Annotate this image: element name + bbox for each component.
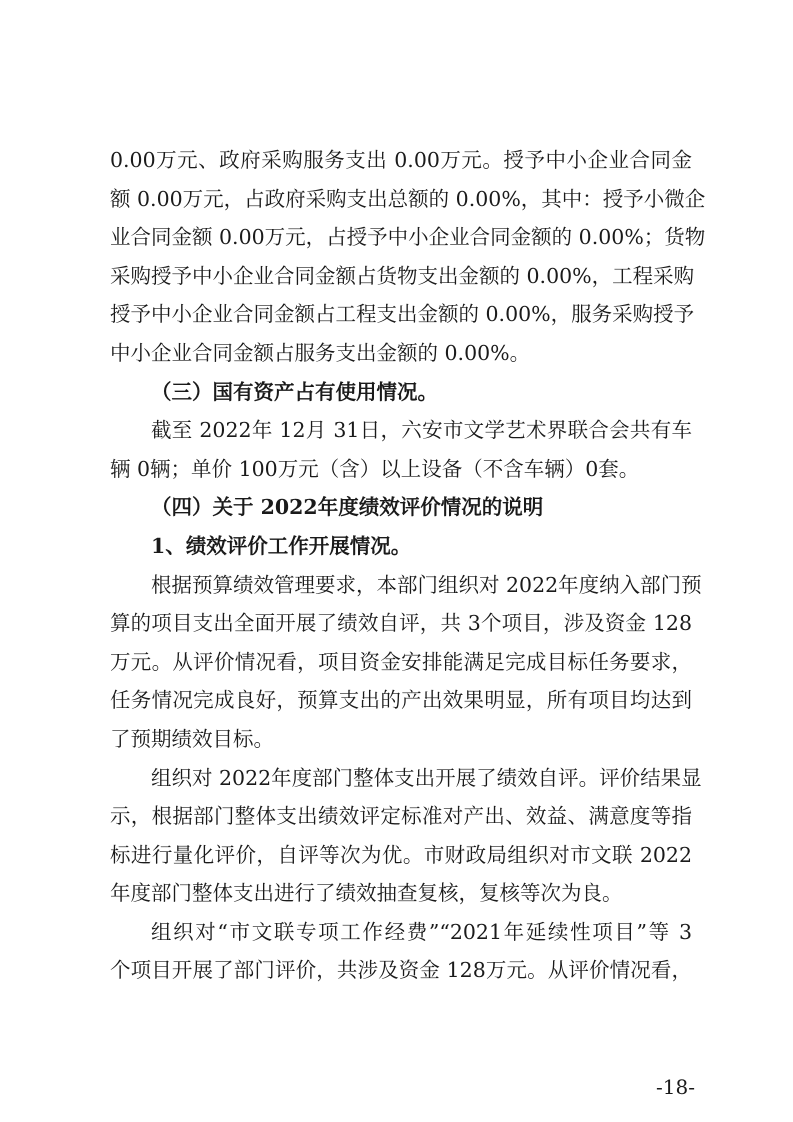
line-text: 授予中小企业合同金额占工程支出金额的 0.00%，服务采购授予 (110, 302, 695, 327)
paragraph-line (110, 566, 702, 605)
paragraph-line (110, 836, 692, 875)
paragraph-line (110, 720, 692, 759)
paragraph-line (110, 759, 702, 798)
line-text: 1、绩效评价工作开展情况。 (151, 533, 412, 558)
line-text: 标进行量化评价，自评等次为优。市财政局组织对市文联 2022 (110, 842, 692, 867)
paragraph-line (110, 797, 692, 836)
line-text: 个项目开展了部门评价，共涉及资金 128万元。从评价情况看， (110, 958, 692, 983)
paragraph-line (110, 180, 706, 219)
line-text: 额 0.00万元，占政府采购支出总额的 0.00%，其中：授予小微企 (110, 186, 706, 211)
paragraph-line (110, 295, 695, 334)
paragraph-line (110, 334, 692, 373)
line-text: 截至 2022年 12月 31日，六安市文学艺术界联合会共有车 (151, 418, 692, 443)
paragraph-line (110, 874, 692, 913)
line-text: 0.00万元、政府采购服务支出 0.00万元。授予中小企业合同金 (110, 148, 692, 172)
section-heading (110, 373, 692, 412)
paragraph-line (110, 604, 692, 643)
line-text: （四）关于 2022年度绩效评价情况的说明 (151, 495, 544, 520)
paragraph-line (110, 218, 706, 257)
section-heading (110, 527, 692, 566)
line-text: 辆 0辆；单价 100万元（含）以上设备（不含车辆）0套。 (110, 456, 640, 481)
section-heading (110, 488, 692, 527)
line-text: 任务情况完成良好，预算支出的产出效果明显，所有项目均达到 (110, 688, 692, 713)
line-text: 算的项目支出全面开展了绩效自评，共 3个项目，涉及资金 128 (110, 611, 692, 636)
line-text: 采购授予中小企业合同金额占货物支出金额的 0.00%，工程采购 (110, 263, 695, 288)
line-text: 了预期绩效目标。 (110, 726, 274, 751)
line-text: 组织对 2022年度部门整体支出开展了绩效自评。评价结果显 (151, 765, 702, 790)
page-number: -18- (656, 1075, 695, 1099)
paragraph-line (110, 257, 695, 296)
line-text: 示，根据部门整体支出绩效评定标准对产出、效益、满意度等指 (110, 804, 692, 829)
line-text: 年度部门整体支出进行了绩效抽查复核，复核等次为良。 (110, 881, 623, 906)
line-text: 业合同金额 0.00万元，占授予中小企业合同金额的 0.00%；货物 (110, 225, 706, 250)
paragraph-line (110, 450, 692, 489)
line-text: 组织对“市文联专项工作经费”“2021年延续性项目”等 3 (151, 919, 692, 944)
line-text: （三）国有资产占有使用情况。 (151, 379, 438, 404)
paragraph-line (110, 411, 692, 450)
paragraph-line (110, 643, 692, 682)
line-text: 万元。从评价情况看，项目资金安排能满足完成目标任务要求， (110, 649, 692, 674)
line-text: 中小企业合同金额占服务支出金额的 0.00%。 (110, 340, 531, 365)
paragraph-line (110, 681, 692, 720)
paragraph-line (110, 951, 692, 990)
paragraph-line (110, 141, 692, 180)
paragraph-line (110, 913, 692, 952)
document-body (110, 141, 706, 990)
line-text: 根据预算绩效管理要求，本部门组织对 2022年度纳入部门预 (151, 572, 702, 597)
